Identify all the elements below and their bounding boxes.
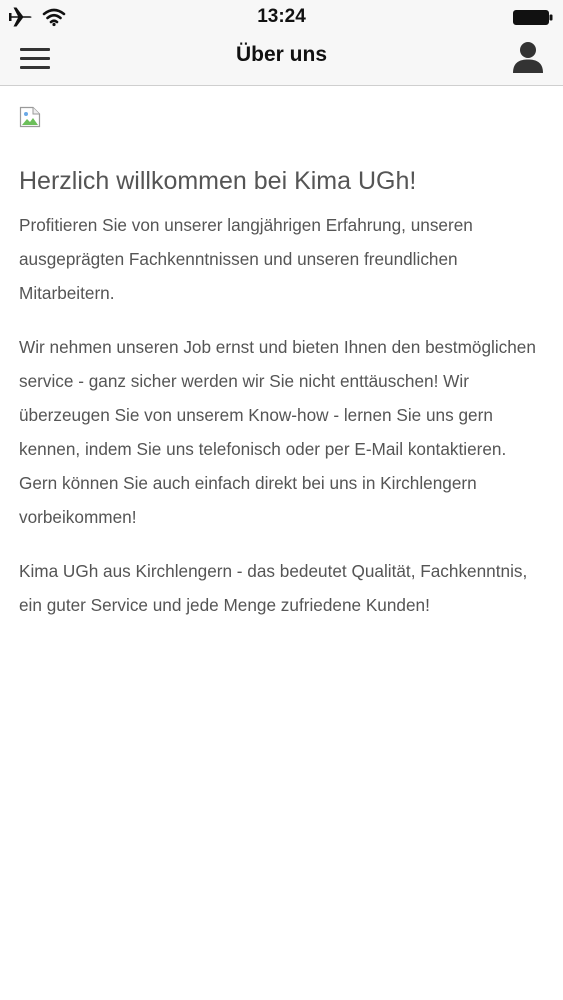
battery-icon (513, 10, 553, 25)
page-title: Über uns (235, 43, 327, 66)
main-content (19, 106, 544, 622)
paragraph-service: Wir nehmen unseren Job ernst und bieten Ihnen den bestmöglichen service - ganz sicher werden wir Sie nicht enttäuschen! Wir überzeugen Sie von unserem Know-how - lernen Sie uns gern kennen, indem Sie uns telefonisch oder per E-Mail kontaktieren. Gern können Sie auch einfach direkt bei uns in Kirchlengern vorbeikommen! (19, 337, 536, 527)
user-icon[interactable] (511, 40, 545, 74)
status-bar (0, 0, 563, 38)
broken-image-icon (19, 106, 41, 128)
welcome-heading: Herzlich willkommen bei Kima UGh! (19, 167, 417, 195)
navigation-bar (0, 38, 563, 86)
status-time: 13:24 (257, 6, 306, 27)
paragraph-experience: Profitieren Sie von unserer langjährigen Erfahrung, unseren ausgeprägten Fachkenntnissen und unseren freundlichen Mitarbeitern. (19, 215, 473, 303)
paragraph-quality: Kima UGh aus Kirchlengern - das bedeutet Qualität, Fachkenntnis, ein guter Service und jede Menge zufriedene Kunden! (19, 561, 528, 615)
